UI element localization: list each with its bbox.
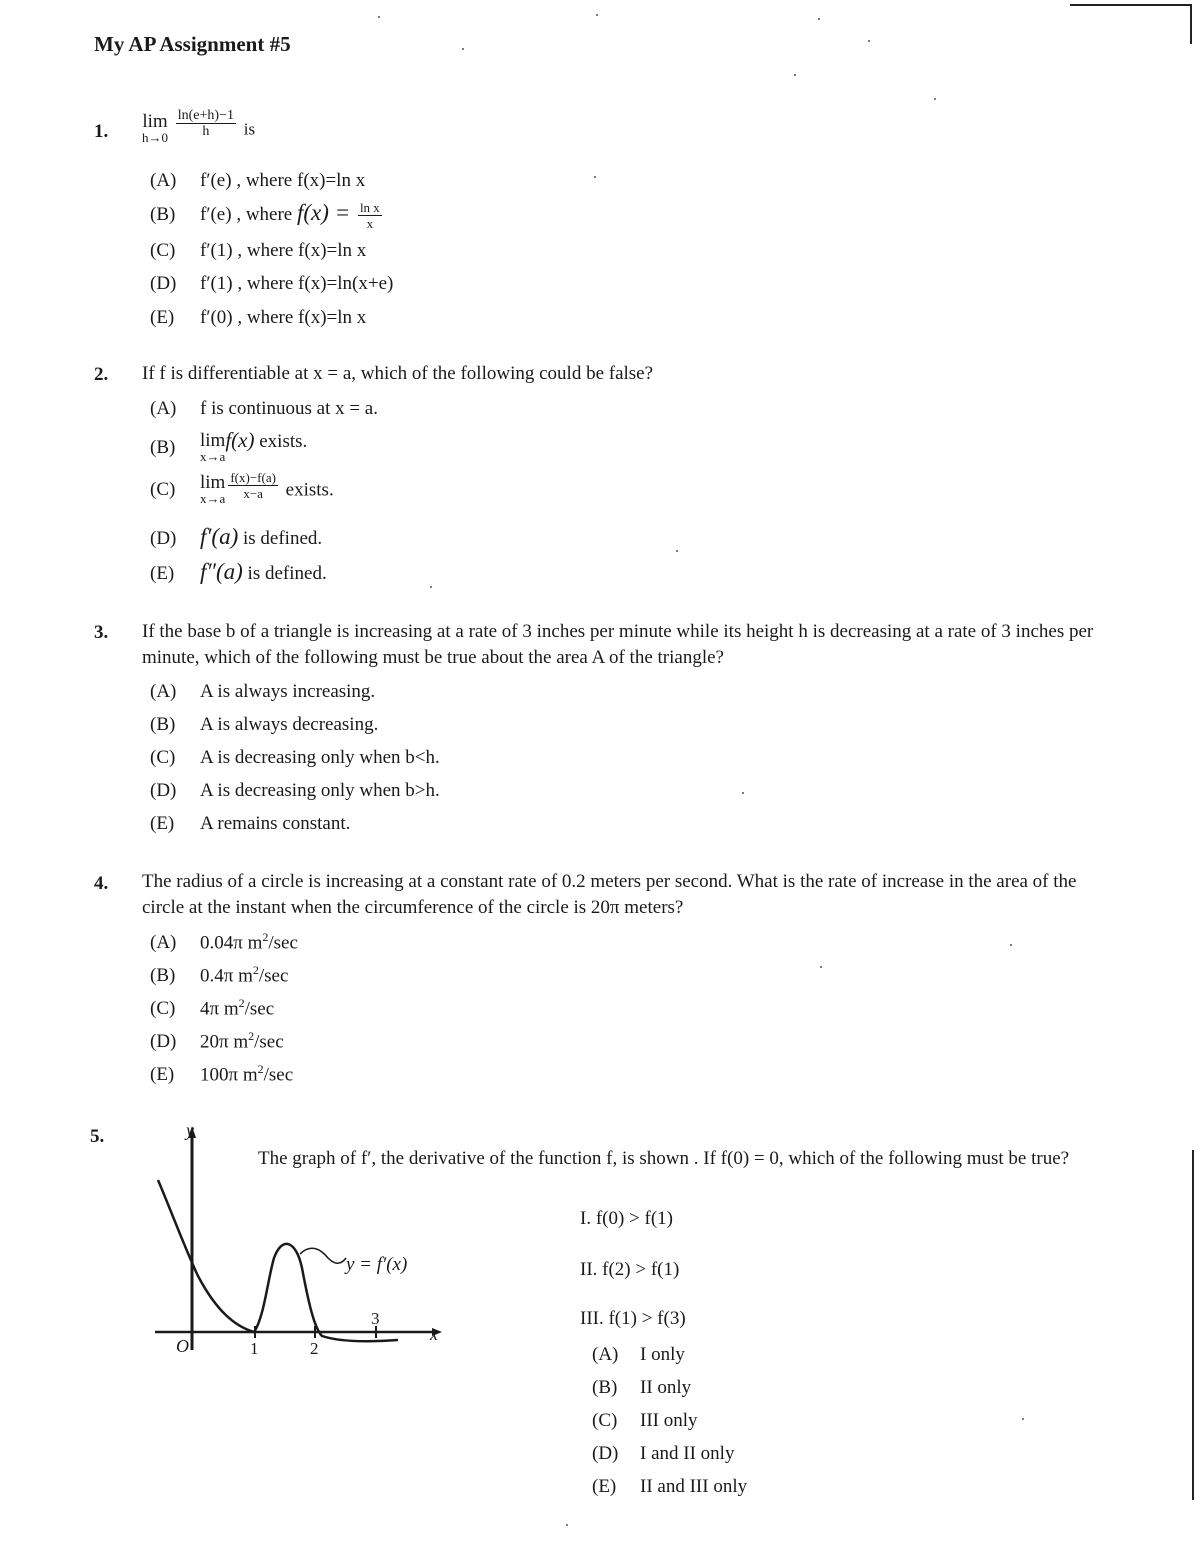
choice-letter: (A) <box>150 398 177 419</box>
choice-text: is defined. <box>243 528 323 549</box>
choice-math: f′(a) <box>200 524 239 549</box>
choice-text: II only <box>640 1377 692 1398</box>
choice-text: A is decreasing only when b>h. <box>200 780 440 801</box>
q1-limit <box>142 111 168 146</box>
x-axis-label: x <box>430 1324 438 1344</box>
scan-edge-right <box>1190 4 1192 44</box>
choice-text: f′(1) , where f(x)=ln(x+e) <box>200 273 394 294</box>
choice-text: III only <box>640 1410 698 1431</box>
question-4-stem: The radius of a circle is increasing at a constant rate of 0.2 meters per second. What is the rate of increase in the area of the circle at the instant when the circumference of the circle is 20π meters? <box>142 871 1077 918</box>
q2-choice-a[interactable] <box>150 398 378 420</box>
page-title: My AP Assignment #5 <box>94 32 291 56</box>
q5-choice-d[interactable] <box>592 1443 734 1465</box>
q5-statement-3: III. f(1) > f(3) <box>580 1308 686 1329</box>
choice-letter: (A) <box>592 1344 619 1365</box>
q5-choice-a[interactable] <box>592 1344 685 1366</box>
tick-label-1: 1 <box>250 1339 259 1358</box>
choice-letter: (C) <box>592 1410 618 1431</box>
q2-choice-e[interactable] <box>150 559 327 585</box>
q1-lim-sub: h→0 <box>142 130 168 145</box>
question-1-number: 1. <box>94 121 109 142</box>
lim-sub: x→a <box>200 448 226 464</box>
y-axis-label: y <box>186 1120 194 1140</box>
choice-text: II and III only <box>640 1476 748 1497</box>
q4-choice-d[interactable] <box>150 1029 284 1053</box>
q1-choice-c[interactable] <box>150 240 366 262</box>
unit: m <box>223 998 239 1020</box>
choice-text: exists. <box>285 479 334 501</box>
unit: /sec <box>254 1031 284 1053</box>
choice-letter: (B) <box>592 1377 618 1398</box>
scan-edge-right-lower <box>1192 1150 1194 1500</box>
frac-den: x−a <box>243 485 263 501</box>
q5-choice-b[interactable] <box>592 1377 691 1399</box>
question-2-stem: If f is differentiable at x = a, which of the following could be false? <box>142 363 654 384</box>
choice-value: 0.4π <box>200 965 234 987</box>
q1-frac-den: h <box>202 123 210 139</box>
choice-math: f(x) <box>225 428 255 452</box>
frac-num: ln x <box>359 200 380 216</box>
choice-math: f(x) = <box>297 200 351 225</box>
unit: m <box>247 932 263 954</box>
choice-letter: (B) <box>150 437 176 458</box>
choice-letter: (D) <box>592 1443 619 1464</box>
choice-letter: (C) <box>150 479 176 501</box>
origin-label: O <box>176 1336 189 1356</box>
choice-letter: (A) <box>150 170 177 191</box>
unit-exp: 2 <box>248 1029 255 1043</box>
q5-statement-2: II. f(2) > f(1) <box>580 1259 680 1280</box>
choice-letter: (D) <box>150 780 177 801</box>
choice-text: I and II only <box>640 1443 735 1464</box>
q4-choice-a[interactable] <box>150 930 298 954</box>
unit-exp: 2 <box>252 963 259 977</box>
choice-letter: (A) <box>150 681 177 702</box>
choice-text: exists. <box>259 431 308 452</box>
choice-text: f′(0) , where f(x)=ln x <box>200 307 367 328</box>
unit: /sec <box>244 998 275 1020</box>
choice-text: f′(1) , where f(x)=ln x <box>200 240 367 261</box>
unit-exp: 2 <box>262 930 269 944</box>
q2-choice-d[interactable] <box>150 524 322 550</box>
q2-choice-b[interactable] <box>150 428 307 465</box>
choice-letter: (D) <box>150 273 177 294</box>
curve-label: y = f′(x) <box>346 1254 408 1275</box>
choice-text: A is decreasing only when b<h. <box>200 747 440 768</box>
unit-exp: 2 <box>238 996 245 1010</box>
choice-letter: (A) <box>150 932 177 954</box>
unit: m <box>242 1064 258 1086</box>
lim-word: lim <box>200 429 226 451</box>
choice-text: A remains constant. <box>200 813 351 834</box>
choice-value: 0.04π <box>200 932 243 954</box>
choice-letter: (C) <box>150 998 176 1020</box>
choice-letter: (E) <box>150 813 175 834</box>
unit-exp: 2 <box>257 1062 264 1076</box>
q5-choice-e[interactable] <box>592 1476 747 1498</box>
choice-text: is defined. <box>247 563 327 584</box>
lim-sub: x→a <box>200 491 226 506</box>
q1-choice-e[interactable] <box>150 307 366 329</box>
choice-value: 20π <box>200 1031 229 1053</box>
q3-choice-e[interactable] <box>150 813 350 835</box>
choice-letter: (D) <box>150 1031 177 1053</box>
choice-letter: (E) <box>150 563 175 584</box>
choice-text: A is always decreasing. <box>200 714 379 735</box>
choice-letter: (C) <box>150 240 176 261</box>
question-4-number: 4. <box>94 873 109 894</box>
curve-label-leader <box>300 1248 346 1263</box>
lim-word: lim <box>200 472 226 493</box>
choice-letter: (E) <box>592 1476 617 1497</box>
choice-letter: (E) <box>150 307 175 328</box>
tick-label-3: 3 <box>371 1309 380 1328</box>
q1-b-fraction <box>358 200 382 231</box>
q2-b-limit <box>200 429 226 465</box>
q1-stem-suffix: is <box>243 119 256 139</box>
unit: m <box>238 965 253 987</box>
q4-choice-b[interactable] <box>150 963 288 987</box>
q3-choice-a[interactable] <box>150 681 375 703</box>
q4-choice-e[interactable] <box>150 1062 293 1086</box>
frac-num: f(x)−f(a) <box>230 469 276 485</box>
q2-c-fraction <box>228 470 278 501</box>
choice-text: f′(e) , where <box>200 204 297 225</box>
q3-choice-d[interactable] <box>150 780 440 802</box>
q3-choice-b[interactable] <box>150 714 378 736</box>
unit: /sec <box>268 932 298 954</box>
choice-letter: (C) <box>150 747 176 768</box>
choice-letter: (B) <box>150 714 176 735</box>
q1-choice-b[interactable] <box>150 200 385 231</box>
choice-letter: (B) <box>150 965 176 987</box>
q1-frac-num: ln(e+h)−1 <box>177 107 234 123</box>
choice-math: f″(a) <box>200 559 243 584</box>
frac-den: x <box>366 216 374 232</box>
q3-choice-c[interactable] <box>150 747 440 769</box>
q2-c-limit <box>200 472 226 507</box>
q1-choice-d[interactable] <box>150 273 393 295</box>
derivative-graph <box>150 1118 450 1368</box>
question-5-number: 5. <box>90 1126 105 1147</box>
question-3-number: 3. <box>94 622 109 643</box>
q1-choice-a[interactable] <box>150 170 365 192</box>
q1-fraction <box>176 108 236 139</box>
choice-letter: (B) <box>150 204 176 225</box>
q1-lim-word: lim <box>142 111 168 132</box>
unit: /sec <box>258 965 289 987</box>
tick-label-2: 2 <box>310 1339 319 1358</box>
choice-text: f is continuous at x = a. <box>200 398 378 419</box>
q4-choice-c[interactable] <box>150 996 274 1020</box>
choice-value: 4π <box>200 998 220 1020</box>
q5-choice-c[interactable] <box>592 1410 698 1432</box>
choice-letter: (D) <box>150 528 177 549</box>
question-1-stem <box>142 107 256 146</box>
q5-statement-1: I. f(0) > f(1) <box>580 1208 674 1229</box>
q2-choice-c[interactable] <box>150 469 334 507</box>
question-5-stem: The graph of f′, the derivative of the function f, is shown . If f(0) = 0, which of the following must be true? <box>258 1148 1070 1169</box>
choice-value: 100π <box>200 1064 239 1086</box>
choice-text: f′(e) , where f(x)=ln x <box>200 170 366 191</box>
question-3-stem: If the base b of a triangle is increasing at a rate of 3 inches per minute while its height h is decreasing at a rate of 3 inches per minute, which of the following must be true about the area A of the triangle? <box>142 621 1094 668</box>
unit: m <box>233 1031 249 1053</box>
scan-edge-top <box>1070 4 1190 6</box>
unit: /sec <box>263 1064 294 1086</box>
choice-text: A is always increasing. <box>200 681 376 702</box>
question-2-number: 2. <box>94 364 109 385</box>
choice-letter: (E) <box>150 1064 175 1086</box>
choice-text: I only <box>640 1344 685 1365</box>
